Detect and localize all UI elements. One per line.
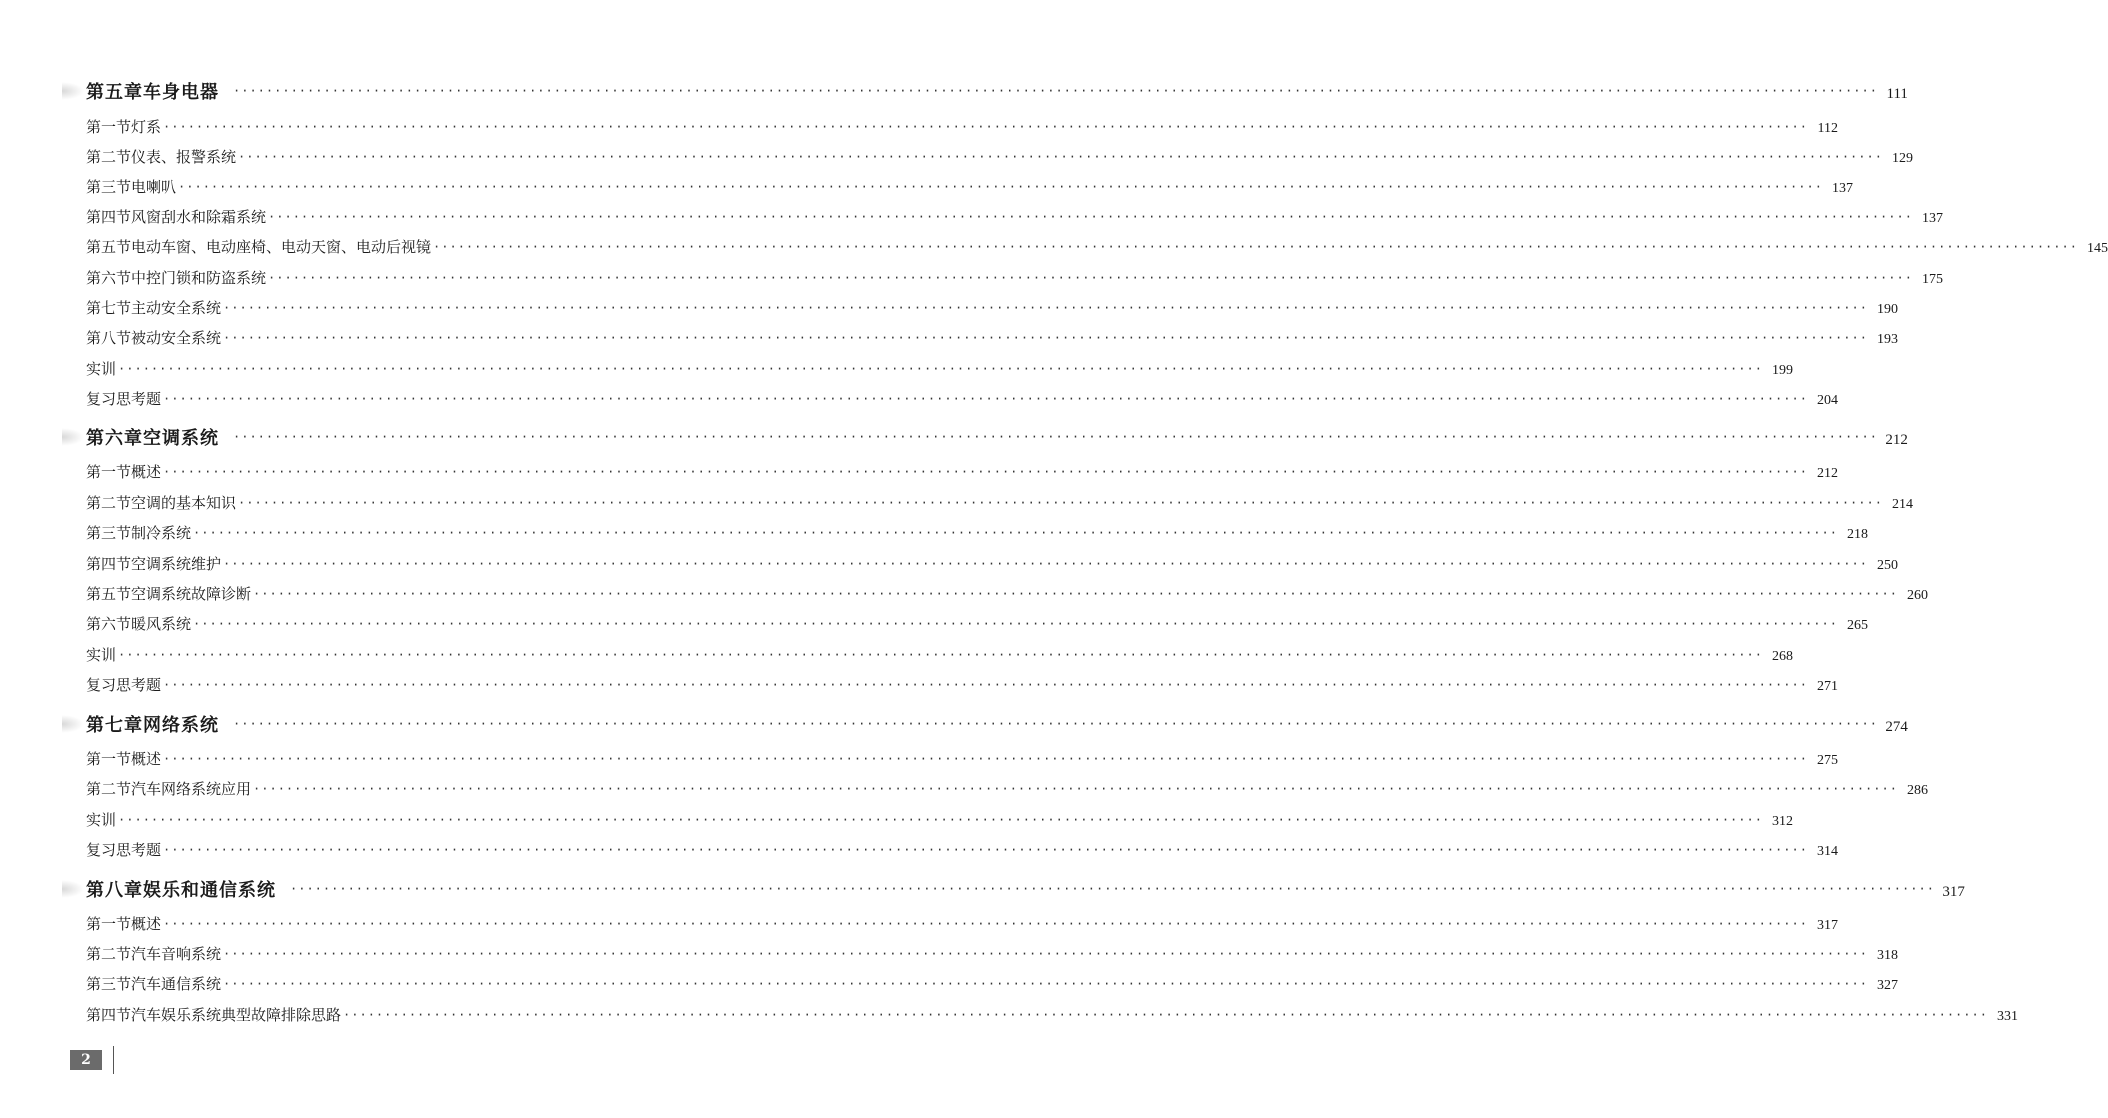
section-title: 复习思考题: [86, 841, 162, 859]
page-number: 175: [1921, 272, 1943, 287]
chapter-marker-icon: [62, 82, 84, 100]
page-number: 317: [1942, 884, 1965, 900]
section-title: 汽车通信系统: [131, 975, 222, 993]
toc-section-entry: [86, 1004, 2018, 1025]
page-number: 137: [1831, 181, 1853, 196]
section-title: 空调的基本知识: [131, 494, 237, 512]
chapter-marker-icon: [62, 428, 84, 446]
chapter-number: 第六章: [86, 428, 143, 449]
section-title: 实训: [86, 646, 117, 664]
section-number: 第三节: [86, 178, 132, 196]
toc-section-entry: [86, 388, 1838, 409]
dot-leader: ········································································································································································································: [163, 464, 1808, 479]
page-number: 218: [1846, 527, 1868, 542]
page-number: 190: [1876, 302, 1898, 317]
page-number: 250: [1876, 558, 1898, 573]
dot-leader: ········································································································································································································: [163, 842, 1808, 857]
toc-section-entry: [86, 492, 1913, 513]
dot-leader: ········································································································································································································: [223, 946, 1868, 961]
page-number: 214: [1891, 497, 1913, 512]
toc-section-entry: [86, 674, 1838, 695]
toc-section-entry: [86, 778, 1928, 799]
toc-section-entry: [86, 553, 1898, 574]
page-number-divider: [113, 1046, 114, 1074]
toc-section-entry: [86, 146, 1913, 167]
page-number: 112: [1817, 121, 1838, 136]
dot-leader: ········································································································································································································: [223, 556, 1868, 571]
dot-leader: ········································································································································································································: [193, 616, 1838, 631]
page-number: 275: [1816, 753, 1838, 768]
page-number: 212: [1885, 432, 1908, 448]
toc-section-entry: [86, 461, 1838, 482]
dot-leader: ········································································································································································································: [223, 976, 1868, 991]
section-title: 复习思考题: [86, 676, 162, 694]
dot-leader: ········································································································································································································: [163, 916, 1808, 931]
section-number: 第四节: [86, 208, 132, 226]
chapter-title: 车身电器: [143, 82, 219, 103]
section-number: 第四节: [86, 1006, 132, 1024]
dot-leader: ········································································································································································································: [163, 677, 1808, 692]
dot-leader: ········································································································································································································: [268, 209, 1913, 224]
page-number: 111: [1886, 86, 1908, 102]
dot-leader: ········································································································································································································: [268, 270, 1913, 285]
toc-section-entry: [86, 116, 1838, 137]
toc-section-entry: [86, 913, 1838, 934]
page-number: 331: [1996, 1009, 2018, 1024]
dot-leader: ········································································································································································································: [178, 179, 1823, 194]
page-number: 286: [1906, 783, 1928, 798]
chapter-number: 第五章: [86, 82, 143, 103]
dot-leader: ········································································································································································································: [433, 239, 2078, 254]
dot-leader: ········································································································································································································: [223, 300, 1868, 315]
section-number: 第二节: [86, 148, 132, 166]
chapter-marker-icon: [62, 880, 84, 898]
toc-section-entry: [86, 644, 1793, 665]
section-title: 概述: [131, 750, 162, 768]
dot-leader: ········································································································································································································: [253, 586, 1898, 601]
dot-leader: ········································································································································································································: [118, 647, 1763, 662]
dot-leader: ········································································································································································································: [233, 430, 1878, 444]
section-title: 概述: [131, 463, 162, 481]
page-number: 145: [2086, 241, 2108, 256]
section-number: 第二节: [86, 945, 132, 963]
page-number: 274: [1885, 719, 1908, 735]
toc-section-entry: [86, 943, 1898, 964]
section-number: 第一节: [86, 915, 132, 933]
toc-chapter-entry: [86, 711, 1908, 737]
section-title: 概述: [131, 915, 162, 933]
chapter-number: 第八章: [86, 880, 143, 901]
section-title: 暖风系统: [131, 615, 192, 633]
section-title: 复习思考题: [86, 390, 162, 408]
toc-section-entry: [86, 522, 1868, 543]
dot-leader: ········································································································································································································: [163, 119, 1808, 134]
section-number: 第一节: [86, 463, 132, 481]
toc-chapter-entry: [86, 78, 1908, 104]
toc-section-entry: [86, 267, 1943, 288]
toc-section-entry: [86, 358, 1793, 379]
section-number: 第八节: [86, 329, 132, 347]
chapter-marker-icon: [62, 715, 84, 733]
dot-leader: ········································································································································································································: [118, 361, 1763, 376]
section-number: 第二节: [86, 494, 132, 512]
section-title: 汽车网络系统应用: [131, 780, 252, 798]
chapter-number: 第七章: [86, 715, 143, 736]
page-number: 129: [1891, 151, 1913, 166]
section-title: 实训: [86, 811, 117, 829]
section-number: 第一节: [86, 750, 132, 768]
chapter-title: 娱乐和通信系统: [143, 880, 276, 901]
page-number: 193: [1876, 332, 1898, 347]
page-number: 212: [1816, 466, 1838, 481]
dot-leader: ········································································································································································································: [223, 330, 1868, 345]
dot-leader: ········································································································································································································: [253, 781, 1898, 796]
chapter-title: 空调系统: [143, 428, 219, 449]
page-number: 137: [1921, 211, 1943, 226]
section-number: 第四节: [86, 555, 132, 573]
dot-leader: ········································································································································································································: [233, 84, 1878, 98]
toc-section-entry: [86, 748, 1838, 769]
toc-section-entry: [86, 176, 1853, 197]
page-number: 314: [1816, 844, 1838, 859]
toc-chapter-entry: [86, 876, 1965, 902]
dot-leader: ········································································································································································································: [238, 149, 1883, 164]
dot-leader: ········································································································································································································: [193, 525, 1838, 540]
dot-leader: ········································································································································································································: [118, 812, 1763, 827]
section-title: 被动安全系统: [131, 329, 222, 347]
page-number: 318: [1876, 948, 1898, 963]
section-title: 汽车音响系统: [131, 945, 222, 963]
page-number: 317: [1816, 918, 1838, 933]
section-number: 第五节: [86, 238, 132, 256]
section-title: 空调系统维护: [131, 555, 222, 573]
section-title: 中控门锁和防盗系统: [131, 269, 267, 287]
page-number: 312: [1771, 814, 1793, 829]
toc-section-entry: [86, 613, 1868, 634]
section-title: 空调系统故障诊断: [131, 585, 252, 603]
section-number: 第五节: [86, 585, 132, 603]
dot-leader: ········································································································································································································: [290, 882, 1935, 896]
toc-chapter-entry: [86, 424, 1908, 450]
section-title: 电动车窗、电动座椅、电动天窗、电动后视镜: [131, 238, 432, 256]
toc-section-entry: [86, 206, 1943, 227]
section-title: 仪表、报警系统: [131, 148, 237, 166]
section-title: 制冷系统: [131, 524, 192, 542]
page-number: 265: [1846, 618, 1868, 633]
section-number: 第二节: [86, 780, 132, 798]
dot-leader: ········································································································································································································: [163, 391, 1808, 406]
page-number: 271: [1816, 679, 1838, 694]
toc-section-entry: [86, 327, 1898, 348]
section-number: 第三节: [86, 524, 132, 542]
chapter-title: 网络系统: [143, 715, 219, 736]
page-number: 204: [1816, 393, 1838, 408]
page-number: 327: [1876, 978, 1898, 993]
toc-section-entry: [86, 583, 1928, 604]
toc-section-entry: [86, 236, 2108, 257]
toc-section-entry: [86, 297, 1898, 318]
section-number: 第六节: [86, 269, 132, 287]
page-number: 268: [1771, 649, 1793, 664]
section-title: 电喇叭: [131, 178, 177, 196]
toc-section-entry: [86, 809, 1793, 830]
section-number: 第七节: [86, 299, 132, 317]
section-title: 实训: [86, 360, 117, 378]
section-title: 灯系: [131, 118, 162, 136]
section-title: 风窗刮水和除霜系统: [131, 208, 267, 226]
toc-section-entry: [86, 973, 1898, 994]
toc-section-entry: [86, 839, 1838, 860]
section-number: 第六节: [86, 615, 132, 633]
page-number-badge: 2: [70, 1050, 102, 1070]
page-number: 260: [1906, 588, 1928, 603]
dot-leader: ········································································································································································································: [238, 495, 1883, 510]
section-number: 第三节: [86, 975, 132, 993]
dot-leader: ········································································································································································································: [163, 751, 1808, 766]
section-title: 主动安全系统: [131, 299, 222, 317]
section-number: 第一节: [86, 118, 132, 136]
dot-leader: ········································································································································································································: [343, 1007, 1988, 1022]
dot-leader: ········································································································································································································: [233, 717, 1878, 731]
page-number: 199: [1771, 363, 1793, 378]
section-title: 汽车娱乐系统典型故障排除思路: [131, 1006, 342, 1024]
